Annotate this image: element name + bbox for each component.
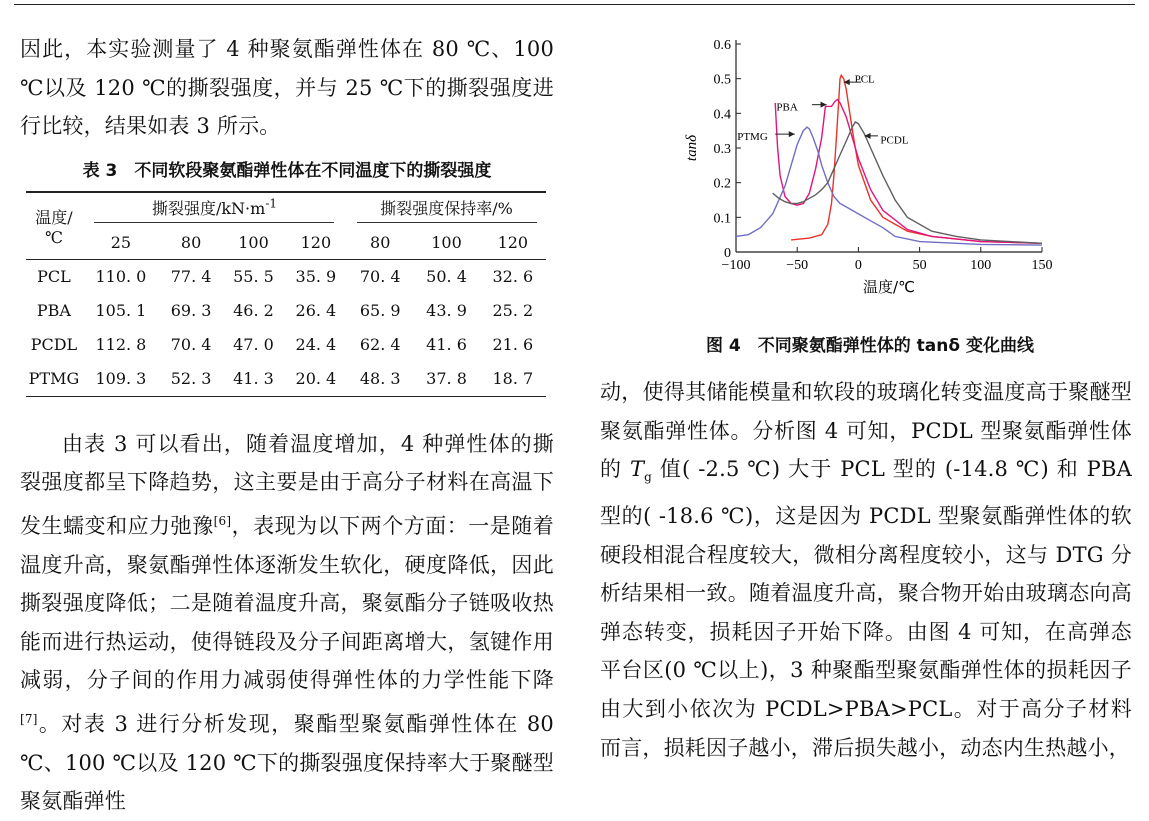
row-name: PTMG	[26, 362, 82, 397]
table-cell: 48. 3	[347, 362, 413, 397]
temp-header-line1: 温度/	[35, 207, 73, 227]
series-label-pcl: PCL	[854, 73, 875, 86]
row-name: PCL	[37, 267, 71, 287]
table-cell: 21. 6	[492, 335, 534, 355]
subheader-cell: 80	[160, 226, 222, 260]
y-tick-label: 0	[724, 246, 731, 261]
table-cell: 70. 4	[170, 335, 212, 355]
page-top-rule	[14, 4, 1135, 5]
tg-subscript: g	[644, 470, 653, 485]
figure-caption: 图 4 不同聚氨酯弹性体的 tanδ 变化曲线	[706, 336, 1034, 356]
x-tick-label: −50	[786, 258, 809, 273]
table-cell: 47. 0	[233, 335, 274, 355]
right-text-b: 值( -2.5 ℃) 大于 PCL 型的 (-14.8 ℃) 和 PBA 型的( -18.6 ℃)，这是因为 PCDL 型聚氨酯弹性体的软硬段相混合程度较大，微相分离程度较小，这与 DTG 分析结果相一致。随着温度升高，聚合物开始由玻璃态向高弹态转变，损耗因子开始下降。由图 4 可知，在高弹态平台区(0 ℃以上)，3 种聚酯型聚氨酯弹性体的损耗因子由大到小依次为 PCDL>PBA>PCL。对于高分子材料而言，损耗因子越小，滞后损失越小，动态内生热越小，	[600, 457, 1133, 760]
series-line-pcl	[791, 75, 1042, 243]
series-label-pcdl: PCDL	[880, 134, 909, 147]
table-row	[26, 294, 546, 328]
table-cell: 105. 1	[95, 301, 147, 321]
group2-header	[347, 192, 546, 226]
table-cell: 20. 4	[285, 362, 347, 397]
subheader-cell: 120	[480, 226, 546, 260]
series-label-ptmg: PTMG	[737, 130, 768, 143]
table-header-row	[26, 192, 546, 226]
series-line-pba	[775, 100, 1042, 244]
annotation-arrowhead-ptmg	[789, 131, 795, 137]
row-name: PBA	[36, 301, 71, 321]
table-cell: 70. 4	[359, 267, 401, 287]
tg-symbol: T	[629, 457, 645, 482]
tan-delta-chart	[680, 28, 1080, 328]
table-cell: 18. 7	[480, 362, 546, 397]
group1-exp: -1	[265, 196, 278, 211]
y-tick-label: 0.6	[713, 38, 731, 53]
table-row	[26, 328, 546, 362]
row-name: PCDL	[30, 335, 78, 355]
intro-paragraph: 因此，本实验测量了 4 种聚氨酯弹性体在 80 ℃、100 ℃以及 120 ℃的撕裂强度，并与 25 ℃下的撕裂强度进行比较，结果如表 3 所示。	[20, 37, 554, 139]
discussion-paragraph	[20, 425, 554, 821]
table-cell: 26. 4	[295, 301, 337, 321]
tear-strength-table	[26, 191, 546, 397]
left-column	[20, 30, 554, 821]
table-cell: 112. 8	[95, 335, 147, 355]
right-text-a: 动，使得其储能模量和软段的玻璃化转变温度高于聚醚型聚氨酯弹性体。分析图 4 可知，PCDL 型聚氨酯弹性体的	[600, 380, 1132, 482]
group2-label: 撕裂强度保持率/%	[357, 196, 537, 223]
table-cell: 37. 8	[413, 362, 479, 397]
table-subheader-row	[26, 226, 546, 260]
y-tick-label: 0.1	[713, 211, 731, 227]
discussion-text-b: ，表现为以下两个方面：一是随着温度升高，聚氨酯弹性体逐渐发生软化，硬度降低，因此撕裂强度降低；二是随着温度升高，聚氨酯分子链吸收热能而进行热运动，使得链段及分子间距离增大，氢键作用减弱，分子间的作用力减弱使得弹性体的力学性能下降	[20, 513, 555, 693]
y-tick-label: 0.3	[713, 142, 731, 157]
table-cell: 109. 3	[82, 362, 160, 397]
temp-header	[26, 192, 82, 260]
table-cell: 50. 4	[426, 267, 467, 287]
y-tick-label: 0.4	[713, 107, 731, 123]
table-cell: 41. 6	[426, 335, 467, 355]
table-cell: 110. 0	[95, 267, 147, 287]
table-cell: 69. 3	[170, 301, 212, 321]
group1-header	[82, 192, 347, 226]
x-tick-label: −100	[721, 258, 751, 273]
x-tick-label: 0	[854, 258, 862, 273]
discussion-text-c: 。对表 3 进行分析发现，聚酯型聚氨酯弹性体在 80 ℃、100 ℃以及 120 ℃下的撕裂强度保持率大于聚醚型聚氨酯弹性	[20, 711, 554, 814]
table-cell: 41. 3	[222, 362, 284, 397]
table-cell: 35. 9	[295, 267, 337, 287]
table-row	[26, 259, 546, 294]
annotation-arrowhead-pcdl	[865, 133, 871, 139]
y-axis-label: tanδ	[684, 134, 700, 162]
x-tick-label: 50	[912, 258, 927, 273]
discussion-text-a: 由表 3 可以看出，随着温度增加，4 种弹性体的撕裂强度都呈下降趋势，这主要是由于高分子材料在高温下发生蠕变和应力弛豫	[20, 431, 554, 538]
table-cell: 24. 4	[295, 335, 337, 355]
group1-label: 撕裂强度/kN·m	[151, 198, 266, 218]
subheader-cell: 100	[222, 226, 284, 260]
tan-delta-figure	[680, 28, 1080, 328]
right-paragraph	[600, 373, 1132, 767]
y-tick-label: 0.5	[713, 72, 731, 88]
table-cell: 65. 9	[359, 301, 401, 321]
table-cell: 62. 4	[359, 335, 401, 355]
subheader-cell: 120	[285, 226, 347, 260]
table-row	[26, 362, 546, 397]
y-tick-label: 0.2	[713, 176, 731, 192]
table-cell: 55. 5	[233, 267, 274, 287]
table-cell: 25. 2	[492, 301, 534, 321]
right-column	[600, 373, 1132, 767]
subheader-cell: 25	[82, 226, 160, 260]
x-axis-label: 温度/℃	[863, 278, 915, 296]
table-cell: 32. 6	[492, 267, 534, 287]
citation-6[interactable]: [6]	[213, 513, 232, 528]
table-cell: 46. 2	[233, 301, 274, 321]
table-caption: 表 3 不同软段聚氨酯弹性体在不同温度下的撕裂强度	[82, 160, 492, 181]
x-tick-label: 100	[970, 258, 992, 273]
subheader-cell: 80	[347, 226, 413, 260]
table-cell: 43. 9	[426, 301, 467, 321]
x-tick-label: 150	[1031, 258, 1053, 273]
series-label-pba: PBA	[776, 101, 798, 114]
subheader-cell: 100	[413, 226, 479, 260]
temp-header-line2: ℃	[45, 227, 63, 247]
citation-7[interactable]: [7]	[20, 711, 38, 726]
table-cell: 77. 4	[170, 267, 212, 287]
table-cell: 52. 3	[160, 362, 222, 397]
